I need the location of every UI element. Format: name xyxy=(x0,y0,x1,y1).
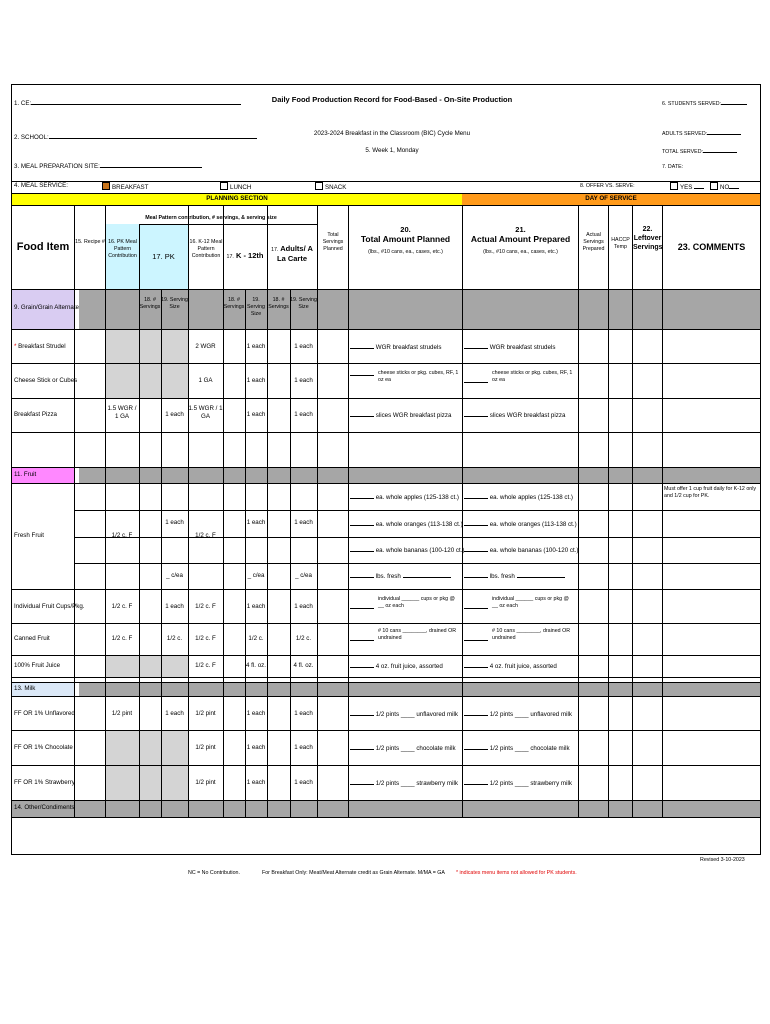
pk-contribution: 1/2 c. F xyxy=(111,603,133,610)
food-item: Breakfast Pizza xyxy=(14,411,57,418)
k12-serving-size: 1 each xyxy=(246,744,266,751)
other-header-gray xyxy=(12,800,760,817)
food-item: Canned Fruit xyxy=(14,635,50,642)
week-line: 5. Week 1, Monday xyxy=(365,147,419,154)
adult-servings-subheader: 18. # Servings xyxy=(268,297,289,310)
actual-prepared-header: 21. Actual Amount Prepared (lbs., #10 cans, ea., cases, etc.) xyxy=(470,225,571,255)
other-category-label: 14. Other/Condiments xyxy=(14,804,75,811)
lunch-option[interactable]: LUNCH xyxy=(220,182,251,192)
adult-serving-size: 4 fl. oz. xyxy=(293,662,314,669)
adult-serving-size: 1 each xyxy=(294,779,313,786)
actual-amount[interactable]: 1/2 pints ____ unflavored milk xyxy=(464,710,572,719)
k12-contribution: 1/2 c. F xyxy=(195,532,216,539)
food-item: 100% Fruit Juice xyxy=(14,662,61,669)
planned-amount[interactable] xyxy=(350,635,374,644)
leftover-header: 22. Leftover Servings xyxy=(633,226,663,251)
k12-serving-size: 1/2 c. xyxy=(248,635,264,642)
k12-serving-size: 1 each xyxy=(246,411,266,418)
adults-header: 17. Adults/ A La Carte xyxy=(271,244,313,263)
k12-serving-size: 1 each xyxy=(246,519,266,526)
planned-amount[interactable]: slices WGR breakfast pizza xyxy=(350,411,451,420)
checked-box-icon xyxy=(102,182,110,190)
pk-serving-size: 1 each xyxy=(165,710,184,717)
k12-contribution: 1/2 c. F xyxy=(195,635,216,642)
k12-servings-subheader: 18. # Servings xyxy=(223,297,245,310)
adult-serving-size: 1 each xyxy=(294,744,313,751)
actual-oranges[interactable]: ea. whole oranges (113-138 ct.) xyxy=(464,520,577,529)
planned-description: # 10 cans ________, drained OR undrained xyxy=(378,628,457,641)
pk-contribution: 1/2 c. F xyxy=(111,532,133,539)
planned-apples[interactable]: ea. whole apples (125-138 ct.) xyxy=(350,493,459,502)
total-servings-header: Total Servings Planned xyxy=(322,232,344,252)
k12-contribution: 1/2 pint xyxy=(195,710,216,717)
pk-contribution: 1/2 pint xyxy=(111,710,133,717)
adult-cups-each: _ c/ea xyxy=(295,572,312,579)
planned-amount[interactable]: 1/2 pints ____ strawberry milk xyxy=(350,779,458,788)
k12-serving-size: 1 each xyxy=(246,779,266,786)
planning-section-label: PLANNING SECTION xyxy=(206,195,268,202)
breakfast-note: For Breakfast Only: Meat/Meat Alternate credit as Grain Alternate. M/MA = GA xyxy=(262,870,445,876)
pk-star-note: * indicates menu items not allowed for PK students. xyxy=(456,870,577,876)
checkbox-icon xyxy=(670,182,678,190)
k12-contribution: 1/2 pint xyxy=(195,744,216,751)
pk-contribution-header: 16. PK Meal Pattern Contribution xyxy=(108,239,137,259)
students-served-field[interactable]: 6. STUDENTS SERVED: xyxy=(662,99,747,108)
planned-bananas[interactable]: ea. whole bananas (100-120 ct.) xyxy=(350,546,464,555)
actual-fresh-lbs[interactable]: lbs. fresh xyxy=(464,572,565,581)
k12-contribution: 1/2 c. F xyxy=(195,603,216,610)
k12-serving-size: 1 each xyxy=(246,343,266,350)
production-record-form xyxy=(11,84,761,855)
menu-line: 2023-2024 Breakfast in the Classroom (BIC) Cycle Menu xyxy=(313,130,471,137)
pk-contribution: 1/2 c. F xyxy=(111,635,133,642)
pk-serving-size: 1 each xyxy=(165,519,184,526)
checkbox-icon xyxy=(710,182,718,190)
date-label[interactable]: 7. DATE: xyxy=(662,164,684,170)
planned-amount[interactable]: 1/2 pints ____ unflavored milk xyxy=(350,710,458,719)
adult-serving-size: 1 each xyxy=(294,710,313,717)
ce-field[interactable]: 1. CE: xyxy=(14,98,241,108)
planned-amount[interactable] xyxy=(350,603,374,612)
food-item-header: Food Item xyxy=(16,241,70,253)
total-planned-header: 20. Total Amount Planned (lbs., #10 cans, ea., cases, etc.) xyxy=(360,225,451,255)
actual-amount[interactable]: 1/2 pints ____ strawberry milk xyxy=(464,779,572,788)
comments-header: 23. COMMENTS xyxy=(677,242,746,252)
planned-fresh-lbs[interactable]: lbs. fresh xyxy=(350,572,451,581)
site-field[interactable]: 3. MEAL PREPARATION SITE: xyxy=(14,161,202,171)
pk-size-subheader: 19. Serving Size xyxy=(161,297,188,310)
actual-servings-header: Actual Servings Prepared xyxy=(582,232,605,252)
adult-serving-size: 1 each xyxy=(294,343,313,350)
recipe-header: 15. Recipe # xyxy=(75,239,105,245)
offer-vs-serve-label: 8. OFFER VS. SERVE: xyxy=(580,183,635,189)
planned-description: cheese sticks or pkg. cubes, RF, 1 oz ea xyxy=(378,370,459,383)
haccp-header: HACCP Temp xyxy=(611,237,630,250)
adult-serving-size: 1 each xyxy=(294,603,313,610)
food-item: Cheese Stick or Cubes xyxy=(14,377,78,384)
pk-juice-gray xyxy=(105,655,188,677)
adult-serving-size: 1 each xyxy=(294,411,313,418)
planned-oranges[interactable]: ea. whole oranges (113-138 ct.) xyxy=(350,520,463,529)
adult-size-subheader: 19. Serving Size xyxy=(290,297,317,310)
actual-bananas[interactable]: ea. whole bananas (100-120 ct.) xyxy=(464,546,578,555)
k12-contribution: 1/2 pint xyxy=(195,779,216,786)
actual-amount[interactable] xyxy=(464,635,488,644)
food-item: Individual Fruit Cups/Pkg. xyxy=(14,603,85,610)
k12-contribution: 2 WGR xyxy=(195,343,216,350)
school-field[interactable]: 2. SCHOOL: xyxy=(14,132,257,142)
k12-contribution: 1/2 c. F xyxy=(195,662,216,669)
k12-size-subheader: 19. Serving Size xyxy=(247,297,265,317)
fruit-category-label: 11. Fruit xyxy=(14,471,37,478)
nc-note: NC = No Contribution. xyxy=(188,870,240,876)
pk-serving-size: 1 each xyxy=(165,411,184,418)
checkbox-icon xyxy=(315,182,323,190)
revised-date: Revised 3-10-2023 xyxy=(700,857,745,863)
checkbox-icon xyxy=(220,182,228,190)
actual-amount[interactable]: WGR breakfast strudels xyxy=(464,343,555,352)
k12-cups-each: _ c/ea xyxy=(247,572,265,579)
pk-cups-each: _ c/ea xyxy=(166,572,183,579)
milk-category-label: 13. Milk xyxy=(14,685,36,692)
day-of-service-label: DAY OF SERVICE xyxy=(585,195,637,202)
pk-serving-size: 1 each xyxy=(165,603,184,610)
yes-option[interactable]: YES xyxy=(670,182,704,192)
k12-serving-size: 1 each xyxy=(246,710,266,717)
planned-amount[interactable]: 1/2 pints ____ chocolate milk xyxy=(350,744,456,753)
k12-header: 17. K - 12th xyxy=(226,251,264,260)
total-served-field[interactable]: TOTAL SERVED: xyxy=(662,147,737,156)
k12-contribution-header: 16. K-12 Meal Pattern Contribution xyxy=(189,239,223,259)
meal-service-label: 4. MEAL SERVICE: xyxy=(14,182,68,189)
k12-serving-size: 4 fl. oz. xyxy=(246,662,266,669)
planned-amount[interactable]: WGR breakfast strudels xyxy=(350,343,441,352)
fruit-header-gray xyxy=(79,467,760,483)
pk-servings-subheader: 18. # Servings xyxy=(139,297,161,310)
actual-amount[interactable]: 1/2 pints ____ chocolate milk xyxy=(464,744,570,753)
actual-amount[interactable] xyxy=(464,603,488,612)
fruit-comment: Must offer 1 cup fruit daily for K-12 only and 1/2 cup for PK. xyxy=(664,486,757,499)
actual-description: cheese sticks or pkg. cubes, RF, 1 oz ea xyxy=(492,370,573,383)
grain-category-label: 9. Grain/Grain Alternate xyxy=(14,304,80,311)
actual-description: # 10 cans ________, drained OR undrained xyxy=(492,628,571,641)
k12-serving-size: 1 each xyxy=(246,603,266,610)
actual-amount[interactable] xyxy=(464,377,488,386)
snack-option[interactable]: SNACK xyxy=(315,182,346,192)
actual-amount[interactable]: slices WGR breakfast pizza xyxy=(464,411,565,420)
k12-contribution: 1 GA xyxy=(198,377,213,384)
actual-description: individual ______ cups or pkg @ __ oz each xyxy=(492,596,569,609)
milk-header-gray xyxy=(79,682,760,696)
food-item: FF OR 1% Chocolate xyxy=(14,744,73,751)
food-item: * Breakfast Strudel xyxy=(14,343,66,350)
adult-serving-size: 1 each xyxy=(294,519,313,526)
planned-description: individual ______ cups or pkg @ __ oz each xyxy=(378,596,455,609)
form-title: Daily Food Production Record for Food-Based - On-Site Production xyxy=(271,95,513,104)
adult-serving-size: 1 each xyxy=(294,377,313,384)
adults-served-field[interactable]: ADULTS SERVED: xyxy=(662,129,741,138)
food-item: FF OR 1% Strawberry xyxy=(14,779,75,786)
food-item: FF OR 1% Unflavored xyxy=(14,710,75,717)
k12-contribution: 1.5 WGR / 1 GA xyxy=(188,405,223,420)
meal-pattern-header: Meal Pattern contribution, # servings, & serving size xyxy=(145,215,277,221)
breakfast-option[interactable]: BREAKFAST xyxy=(102,182,148,192)
pk-serving-size: 1/2 c. xyxy=(166,635,183,642)
food-item: Fresh Fruit xyxy=(14,532,44,539)
actual-apples[interactable]: ea. whole apples (125-138 ct.) xyxy=(464,493,573,502)
planned-amount[interactable] xyxy=(350,370,374,379)
k12-serving-size: 1 each xyxy=(246,377,266,384)
pk-header: 17. PK xyxy=(152,252,175,261)
no-option[interactable]: NO xyxy=(710,182,739,192)
adult-serving-size: 1/2 c. xyxy=(295,635,312,642)
pk-contribution: 1.5 WGR / 1 GA xyxy=(107,405,137,420)
actual-amount[interactable]: 4 oz. fruit juice, assorted xyxy=(464,662,557,671)
planned-amount[interactable]: 4 oz. fruit juice, assorted xyxy=(350,662,443,671)
